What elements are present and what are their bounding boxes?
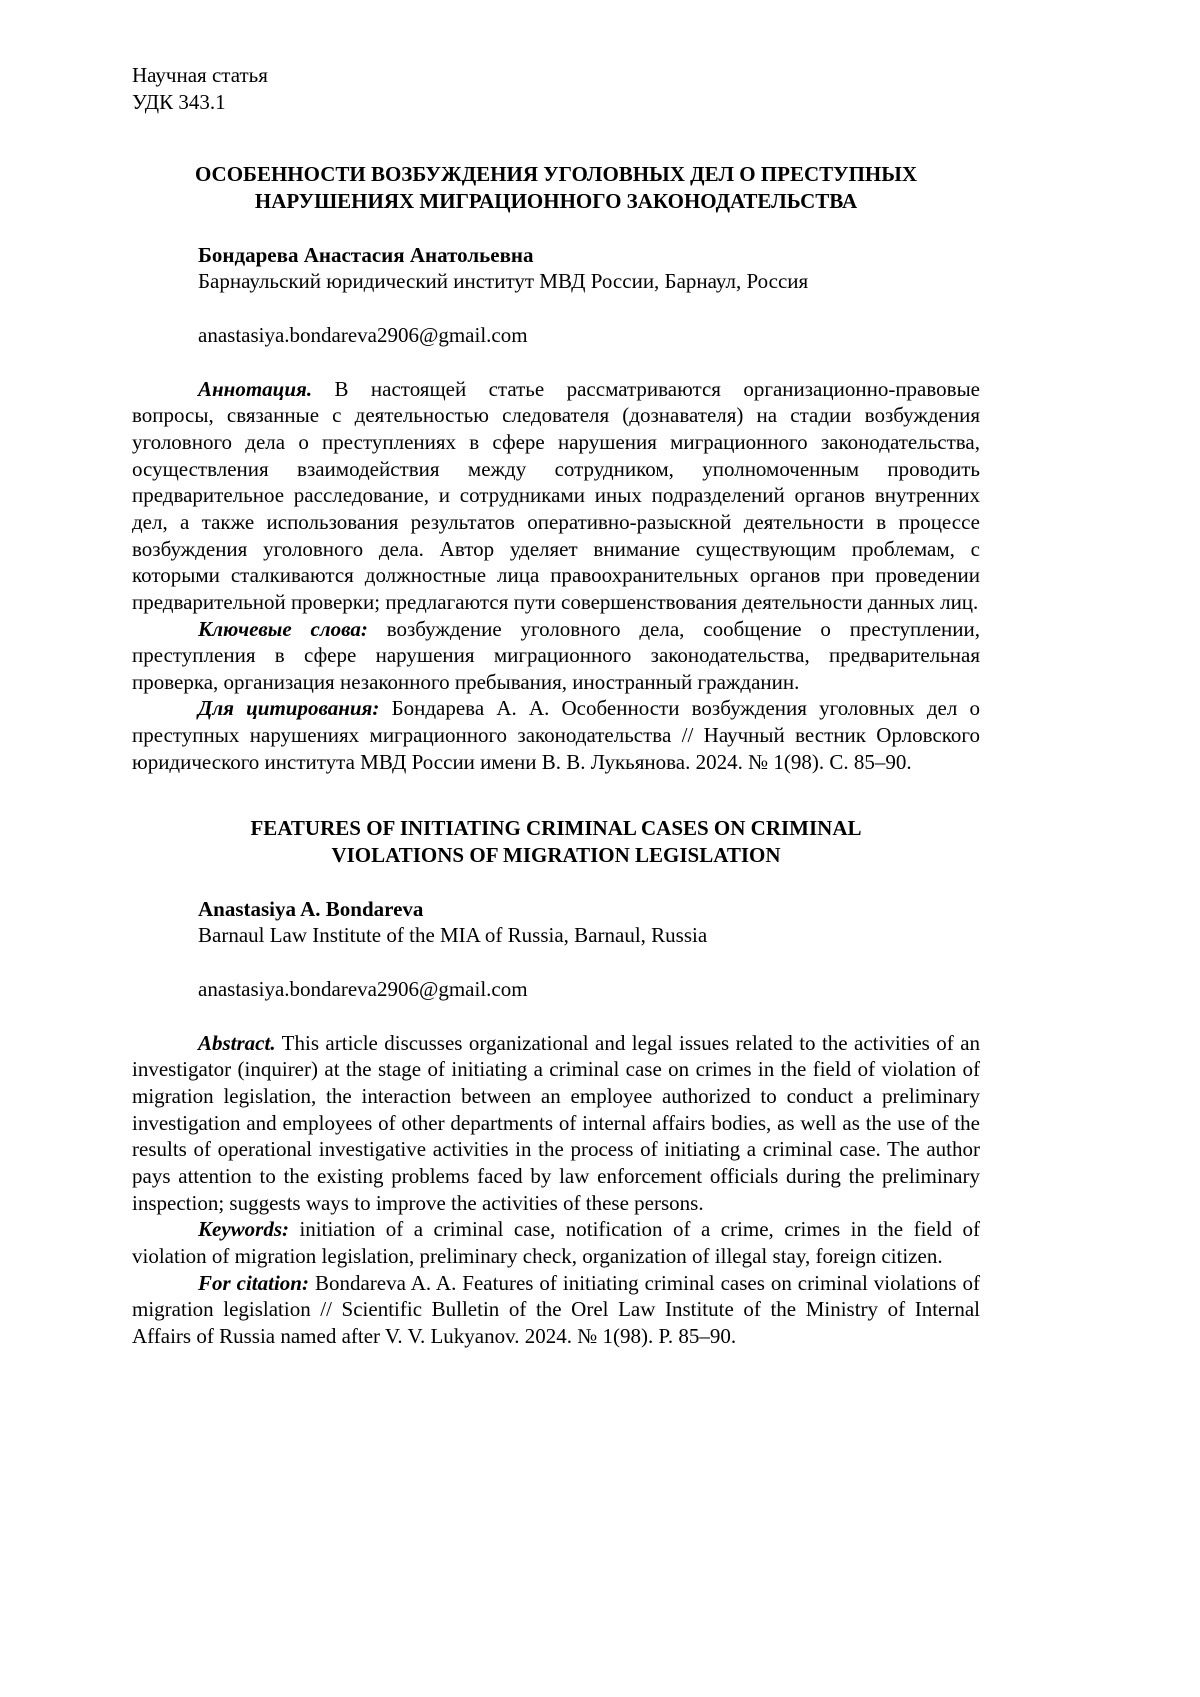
citation-english bbox=[132, 1270, 980, 1350]
citation-english-text: Bondareva A. A. Features of initiating criminal cases on criminal violations of migration legislation // Scientific Bulletin of the Orel Law Institute of the Ministry of Internal Affairs of Russia named after V. V. Lukyanov. 2024. № 1(98). P. 85–90. bbox=[132, 1270, 981, 1348]
abstract-english bbox=[132, 1030, 980, 1217]
title-russian bbox=[132, 161, 980, 214]
citation-russian-label: Для цитирования: bbox=[198, 696, 380, 721]
affiliation-english: Barnaul Law Institute of the MIA of Russia, Barnaul, Russia bbox=[198, 923, 708, 948]
title-english-line-1: FEATURES OF INITIATING CRIMINAL CASES ON CRIMINAL bbox=[250, 816, 862, 841]
author-name-russian: Бондарева Анастасия Анатольевна bbox=[198, 242, 534, 267]
keywords-english-text: initiation of a criminal case, notification of a crime, crimes in the field of violation of migration legislation, preliminary check, organization of illegal stay, foreign citizen. bbox=[132, 1217, 981, 1268]
abstract-english-text: This article discusses organizational and legal issues related to the activities of an investigator (inquirer) at the stage of initiating a criminal case on crimes in the field of violation of migration legislation, the interaction between an employee authorized to conduct a preliminary investigation and employees of other departments of internal affairs bodies, as well as the use of the results of operational investigative activities in the process of initiating a criminal case. The author pays attention to the existing problems faced by law enforcement officials during the preliminary inspection; suggests ways to improve the activities of these persons. bbox=[132, 1030, 981, 1215]
citation-russian-text: Бондарева А. А. Особенности возбуждения уголовных дел о преступных нарушениях миграционного законодательства // Научный вестник Орловского юридического института МВД России имени В. В. Лукьянова. 2024. № 1(98). С. 85–90. bbox=[132, 696, 981, 774]
author-block-russian bbox=[198, 242, 980, 295]
keywords-english-label: Keywords: bbox=[198, 1217, 289, 1242]
title-english-line-2: VIOLATIONS OF MIGRATION LEGISLATION bbox=[331, 843, 781, 868]
title-russian-line-1: ОСОБЕННОСТИ ВОЗБУЖДЕНИЯ УГОЛОВНЫХ ДЕЛ О ПРЕСТУПНЫХ bbox=[194, 162, 918, 187]
title-russian-line-2: НАРУШЕНИЯХ МИГРАЦИОННОГО ЗАКОНОДАТЕЛЬСТВА bbox=[254, 188, 858, 213]
article-type-label: Научная статья bbox=[132, 63, 268, 87]
author-name-english: Anastasiya A. Bondareva bbox=[198, 896, 424, 921]
email-english: anastasiya.bondareva2906@gmail.com bbox=[198, 977, 528, 1002]
author-block-english bbox=[198, 896, 980, 949]
email-russian: anastasiya.bondareva2906@gmail.com bbox=[198, 322, 528, 347]
abstract-russian bbox=[132, 376, 980, 616]
title-english bbox=[132, 815, 980, 868]
citation-russian bbox=[132, 695, 980, 775]
abstract-russian-label: Аннотация. bbox=[198, 376, 313, 401]
keywords-english bbox=[132, 1216, 980, 1269]
keywords-russian-text: возбуждение уголовного дела, сообщение о преступлении, преступления в сфере нарушения миграционного законодательства, предварительная проверка, организация незаконного пребывания, иностранный гражданин. bbox=[132, 616, 980, 694]
keywords-russian bbox=[132, 616, 980, 696]
abstract-russian-text: В настоящей статье рассматриваются организационно-правовые вопросы, связанные с деятельностью следователя (дознавателя) на стадии возбуждения уголовного дела о преступлениях в сфере нарушения миграционного законодательства, осуществления взаимодействия между сотрудником, уполномоченным проводить предварительное расследование, и сотрудниками иных подразделений органов внутренних дел, а также использования результатов оперативно-разыскной деятельности в процессе возбуждения уголовного дела. Автор уделяет внимание существующим проблемам, с которыми сталкиваются должностные лица правоохранительных органов при проведении предварительной проверки; предлагаются пути совершенствования деятельности данных лиц. bbox=[132, 376, 980, 614]
abstract-english-label: Abstract. bbox=[198, 1030, 276, 1055]
udc-label: УДК 343.1 bbox=[132, 89, 226, 114]
citation-english-label: For citation: bbox=[198, 1270, 309, 1295]
keywords-russian-label: Ключевые слова: bbox=[198, 616, 368, 641]
affiliation-russian: Барнаульский юридический институт МВД России, Барнаул, Россия bbox=[198, 269, 809, 294]
